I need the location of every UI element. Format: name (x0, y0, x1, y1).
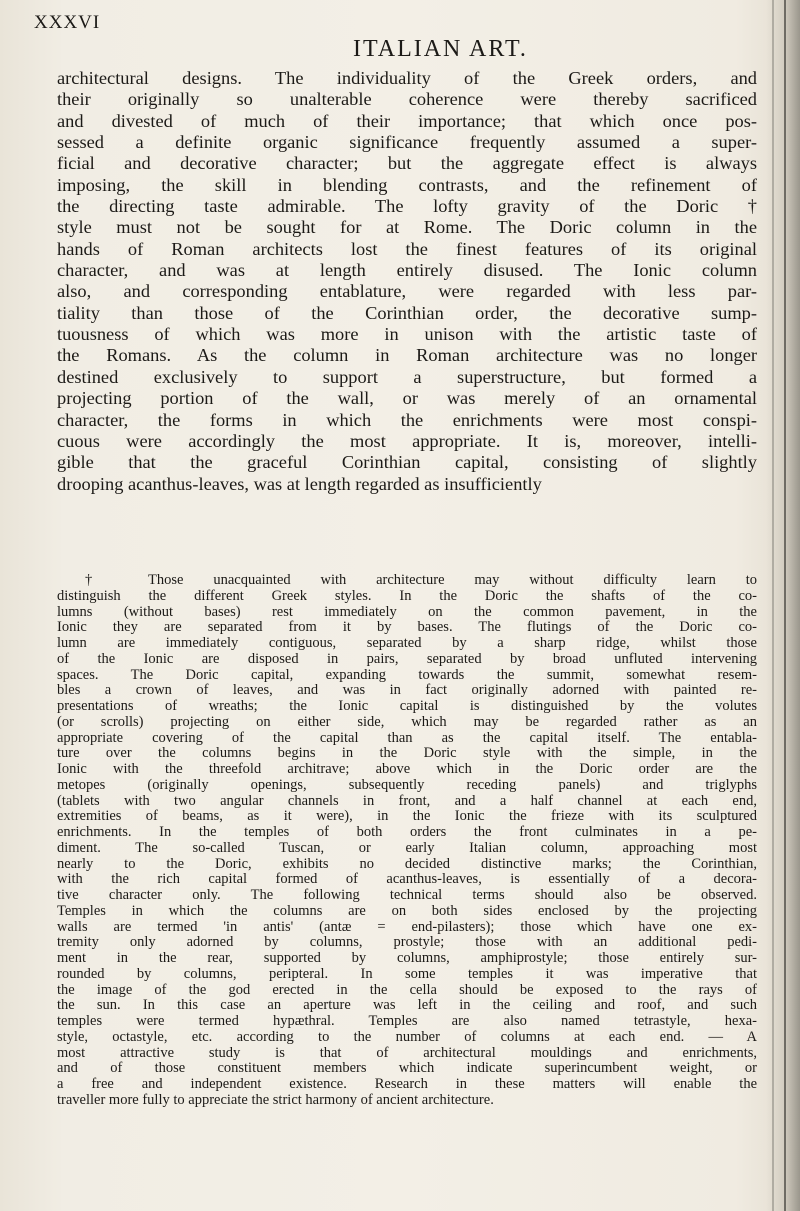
footnote-line: tremity only adorned by columns, prostyle; those with an additional pedi- (57, 934, 757, 951)
footnote-line: distinguish the different Greek styles. In the Doric the shafts of the co- (57, 587, 757, 604)
body-text-line: style must not be sought for at Rome. The Doric column in the (57, 217, 757, 238)
body-text-line: character, the forms in which the enrichments were most conspi- (57, 409, 757, 430)
footnote-line: metopes (originally openings, subsequently receding panels) and triglyphs (57, 776, 757, 793)
footnote-line: (or scrolls) projecting on either side, which may be regarded rather as an (57, 713, 757, 730)
body-text-line: projecting portion of the wall, or was merely of an ornamental (57, 388, 757, 409)
footnote-line: of the Ionic are disposed in pairs, separated by broad unfluted intervening (57, 650, 757, 667)
running-head: ITALIAN ART. (353, 36, 528, 62)
footnote-line: bles a crown of leaves, and was in fact originally adorned with painted re- (57, 682, 757, 699)
footnote-line: Temples in which the columns are on both sides enclosed by the projecting (57, 902, 757, 919)
body-text-line: gible that the graceful Corinthian capital, consisting of slightly (57, 452, 757, 473)
body-text-line: character, and was at length entirely disused. The Ionic column (57, 260, 757, 281)
footnote (57, 573, 757, 1109)
footnote-line: with the rich capital formed of acanthus-leaves, is essentially of a decora- (57, 871, 757, 888)
footnote-line: enrichments. In the temples of both orders the front culminates in a pe- (57, 824, 757, 840)
body-text-line: hands of Roman architects lost the finest features of its original (57, 238, 757, 259)
footnote-line: a free and independent existence. Research in these matters will enable the (57, 1076, 757, 1092)
footnote-line: the sun. In this case an aperture was left in the ceiling and roof, and such (57, 997, 757, 1014)
footnote-line: the image of the god erected in the cella should be exposed to the rays of (57, 981, 757, 998)
body-text-line: and divested of much of their importance; that which once pos- (57, 110, 757, 131)
footnote-line: appropriate covering of the capital than as the capital itself. The entabla- (57, 729, 757, 746)
footnote-line: most attractive study is that of architectural mouldings and enrichments, (57, 1044, 757, 1061)
footnote-line: ment in the rear, supported by columns, amphiprostyle; those entirely sur- (57, 950, 757, 966)
page-header (0, 10, 800, 62)
footnote-line: and of those constituent members which indicate superincumbent weight, or (57, 1060, 757, 1077)
body-paragraph (57, 68, 757, 495)
footnote-line: Ionic with the threefold architrave; above which in the Doric order are the (57, 761, 757, 777)
body-text-line: destined exclusively to support a superstructure, but formed a (57, 366, 757, 387)
footnote-line: ture over the columns begins in the Doric style with the simple, in the (57, 745, 757, 762)
footnote-line: tive character only. The following technical terms should also be observed. (57, 887, 757, 903)
footnote-line: lumns (without bases) rest immediately on the common pavement, in the (57, 603, 757, 620)
footnote-line: † Those unacquainted with architecture may without difficulty learn to (85, 572, 757, 588)
footnote-line: nearly to the Doric, exhibits no decided distinctive marks; the Corinthian, (57, 855, 757, 872)
body-text-line: cuous were accordingly the most appropriate. It is, moreover, intelli- (57, 430, 757, 451)
body-text-line: tuousness of which was more in unison with the artistic taste of (57, 324, 757, 345)
footnote-line: extremities of beams, as it were), in the Ionic the frieze with its sculptured (57, 808, 757, 825)
body-text-line: drooping acanthus-leaves, was at length regarded as insufficiently (57, 473, 542, 494)
footnote-line: presentations of wreaths; the Ionic capital is distinguished by the volutes (57, 698, 757, 714)
footnote-line: Ionic they are separated from it by bases. The flutings of the Doric co- (57, 619, 757, 636)
body-text-line: imposing, the skill in blending contrasts, and the refinement of (57, 174, 757, 195)
footnote-line: (tablets with two angular channels in front, and a half channel at each end, (57, 792, 757, 809)
footnote-line: rounded by columns, peripteral. In some temples it was imperative that (57, 965, 757, 982)
body-text-line: architectural designs. The individuality of the Greek orders, and (57, 68, 757, 88)
page-edge-line (784, 0, 786, 1211)
footnote-line: temples were termed hypæthral. Temples are also named tetrastyle, hexa- (57, 1013, 757, 1029)
body-text-line: tiality than those of the Corinthian order, the decorative sump- (57, 302, 757, 323)
footnote-line: style, octastyle, etc. according to the number of columns at each end. — A (57, 1028, 757, 1045)
page-edge-line (772, 0, 774, 1211)
footnote-line: diment. The so-called Tuscan, or early Italian column, approaching most (57, 839, 757, 856)
body-text-line: their originally so unalterable coherence were thereby sacrificed (57, 89, 757, 110)
body-text-line: sessed a definite organic significance frequently assumed a super- (57, 132, 757, 153)
footnote-line: lumn are immediately contiguous, separated by a sharp ridge, whilst those (57, 635, 757, 651)
footnote-line: spaces. The Doric capital, expanding towards the summit, somewhat resem- (57, 666, 757, 683)
footnote-line: walls are termed 'in antis' (antæ = end-pilasters); those which have one ex- (57, 918, 757, 935)
page-number: XXXVI (34, 12, 101, 33)
body-text-line: the directing taste admirable. The lofty gravity of the Doric † (57, 196, 757, 217)
body-text-line: also, and corresponding entablature, were regarded with less par- (57, 281, 757, 302)
footnote-line: traveller more fully to appreciate the strict harmony of ancient architecture. (57, 1091, 494, 1108)
body-text-line: ficial and decorative character; but the aggregate effect is always (57, 153, 757, 174)
body-text-line: the Romans. As the column in Roman architecture was no longer (57, 345, 757, 366)
